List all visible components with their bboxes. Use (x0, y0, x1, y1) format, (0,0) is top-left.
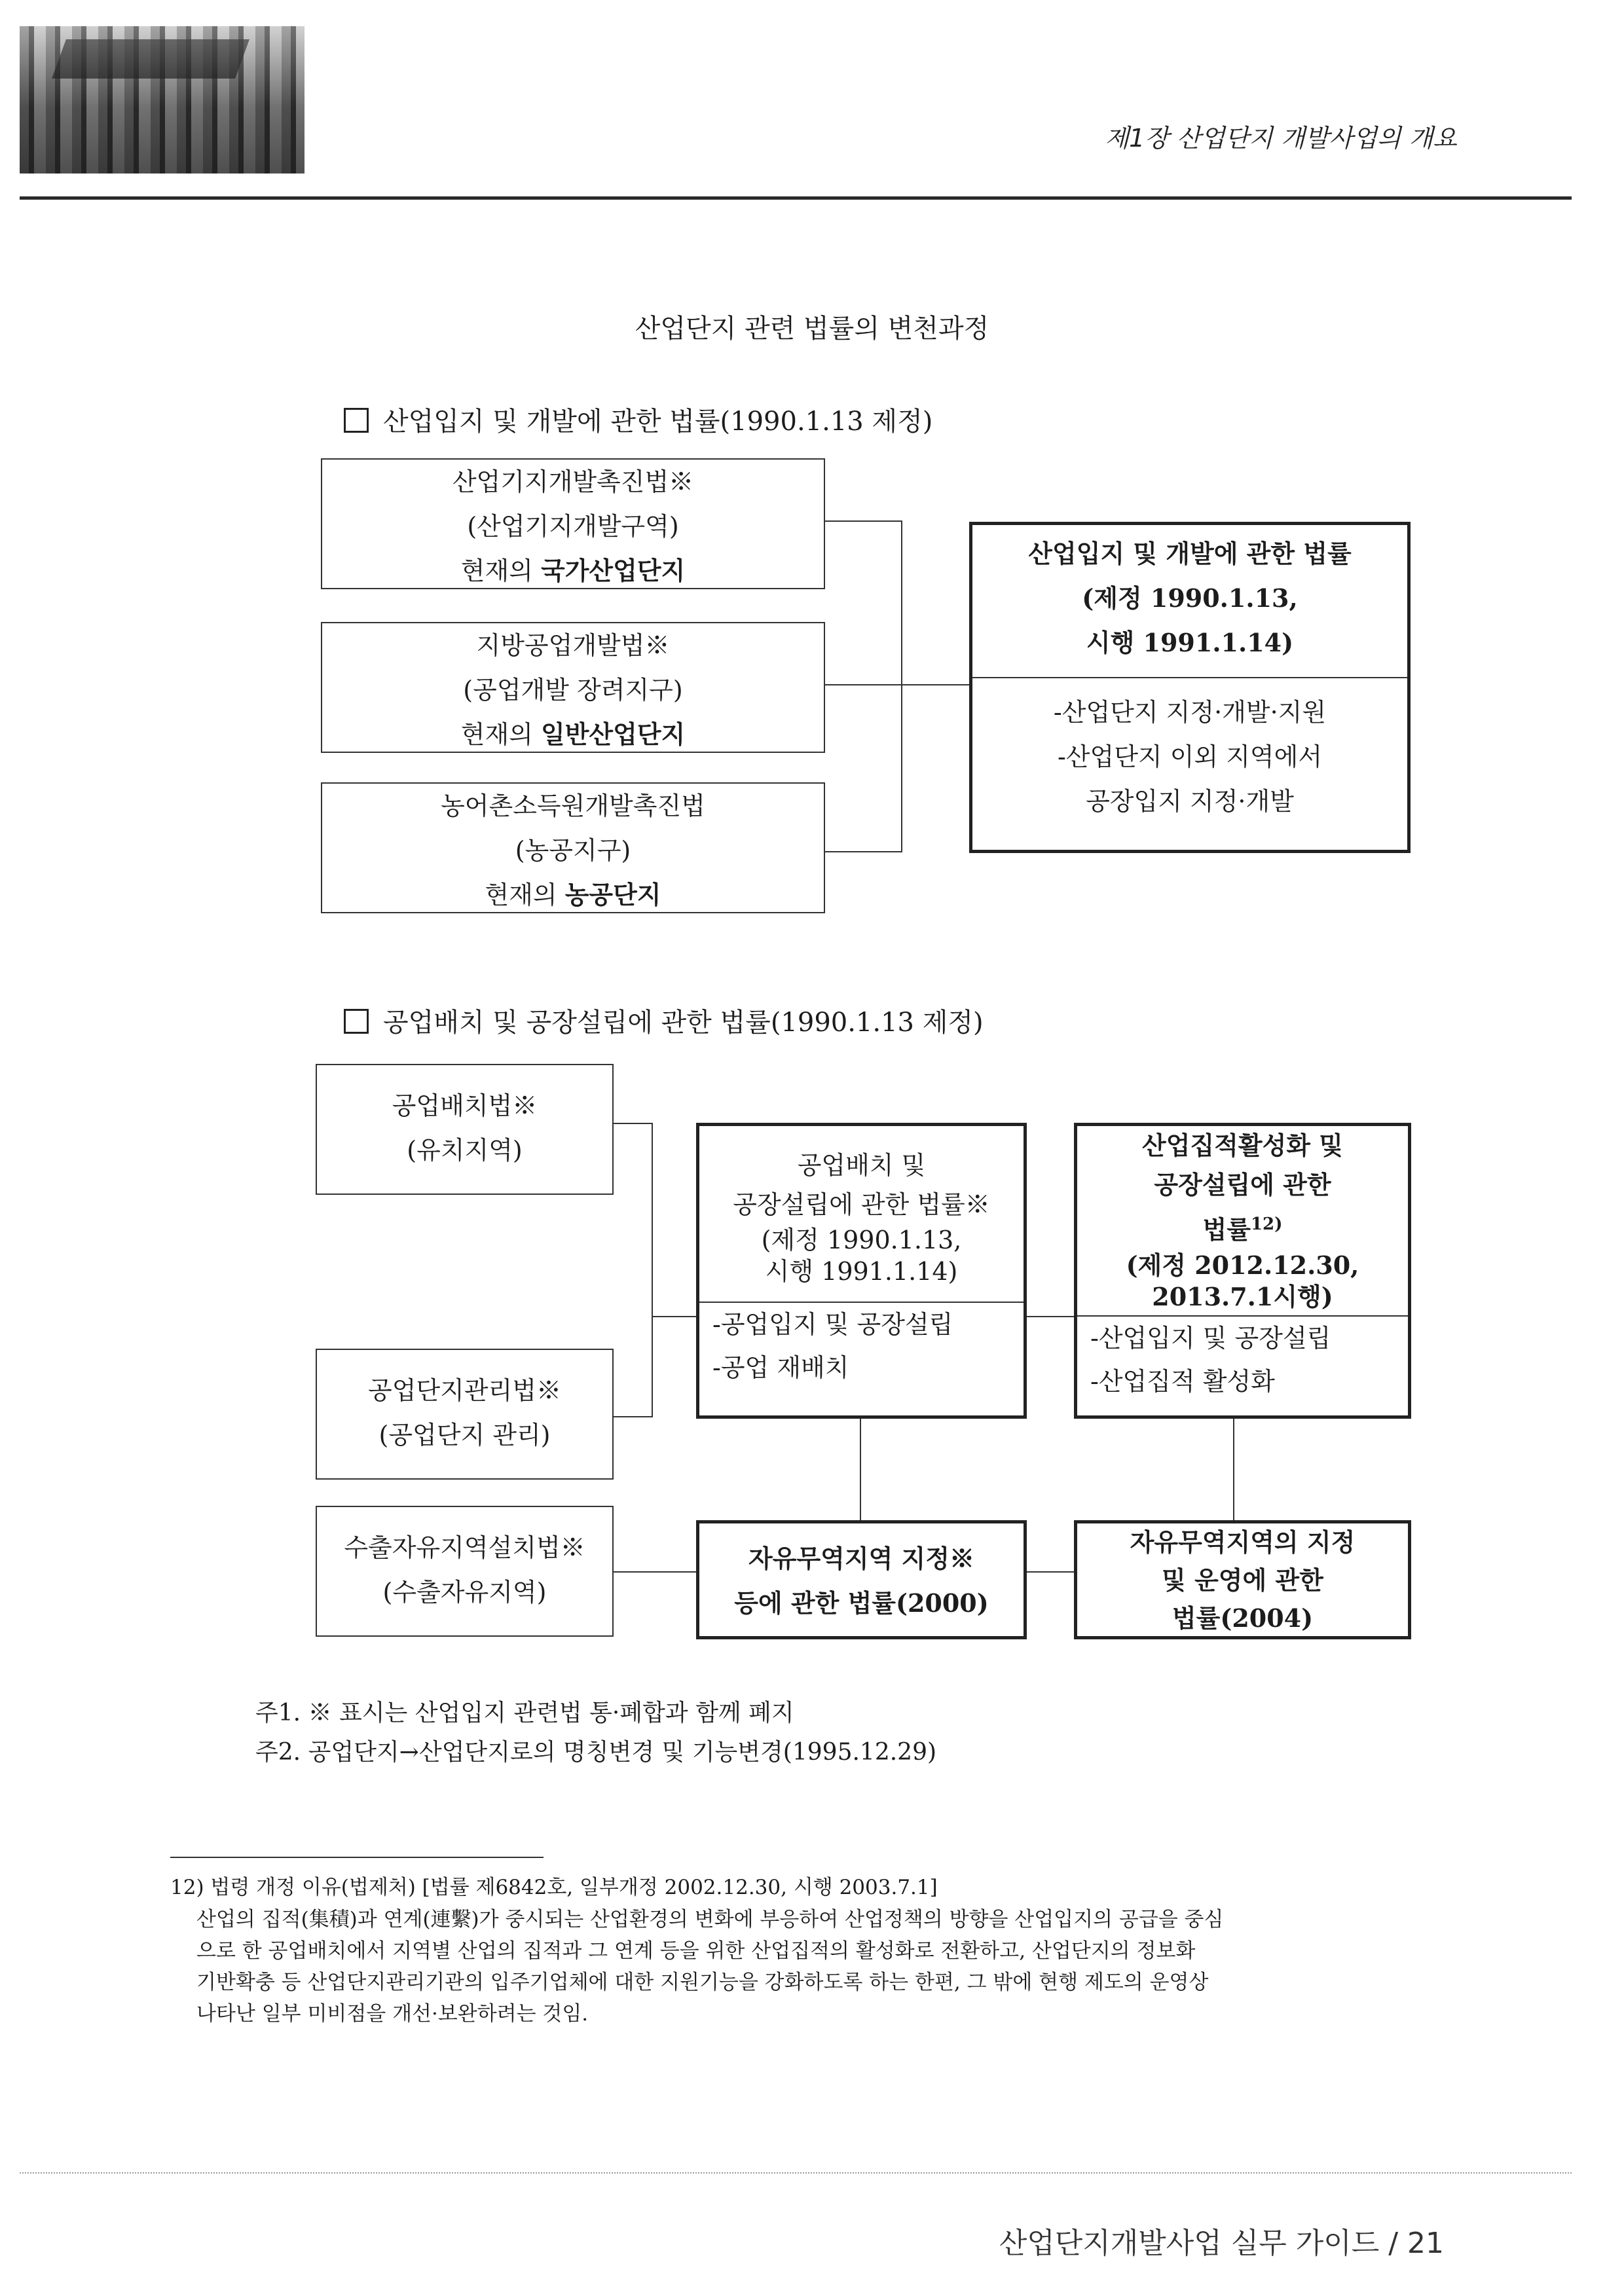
bottom-rule (20, 2172, 1572, 2174)
s2-source-box-1: 공업배치법※ (유치지역) (316, 1064, 614, 1195)
s1-source-box-1: 산업기지개발촉진법※ (산업기지개발구역) 현재의 국가산업단지 (321, 458, 825, 589)
section2-title: 공업배치 및 공장설립에 관한 법률(1990.1.13 제정) (344, 1002, 984, 1039)
s2-mid-box: 공업배치 및 공장설립에 관한 법률※ (제정 1990.1.13, 시행 1991.1.14) -공업입지 및 공장설립 -공업 재배치 (696, 1123, 1027, 1419)
connector (614, 1416, 653, 1417)
s2-free-trade-new-box: 자유무역지역의 지정 및 운영에 관한 법률(2004) (1074, 1520, 1411, 1639)
connector (652, 1123, 653, 1417)
footnote-head: 12) 법령 개정 이유(법제처) [법률 제6842호, 일부개정 2002.12.30, 시행 2003.7.1] (170, 1876, 938, 1899)
connector (860, 1417, 861, 1522)
s2-free-trade-box: 자유무역지역 지정※ 등에 관한 법률(2000) (696, 1520, 1027, 1639)
s2-source-box-2: 공업단지관리법※ (공업단지 관리) (316, 1349, 614, 1480)
section1-title: 산업입지 및 개발에 관한 법률(1990.1.13 제정) (344, 401, 932, 438)
s2-source-box-3: 수출자유지역설치법※ (수출자유지역) (316, 1506, 614, 1637)
header-rule (20, 196, 1572, 200)
s2-right-box: 산업집적활성화 및 공장설립에 관한 법률$^{12)}$ (제정 2012.12.30, 2013.7.1시행) -산업입지 및 공장설립 -산업집적 활성화 (1074, 1123, 1411, 1419)
s1-result-box: 산업입지 및 개발에 관한 법률 (제정 1990.1.13, 시행 1991.1.14) -산업단지 지정·개발·지원 -산업단지 이외 지역에서 공장입지 지정·개발 (969, 522, 1411, 853)
footnote-rule (170, 1857, 544, 1858)
page-footer: 산업단지개발사업 실무 가이드 / 21 (999, 2227, 1444, 2260)
chapter-title: 제1장 산업단지 개발사업의 개요 (1105, 124, 1457, 153)
connector (614, 1571, 699, 1573)
connector (1024, 1571, 1076, 1573)
note-2: 주2. 공업단지→산업단지로의 명칭변경 및 기능변경(1995.12.29) (255, 1739, 937, 1766)
note-1: 주1. ※ 표시는 산업입지 관련법 통·폐합과 함께 폐지 (255, 1700, 794, 1726)
footnote-body: 산업의 집적(集積)과 연계(連繫)가 중시되는 산업환경의 변화에 부응하여 산업정책의 방향을 산업입지의 공급을 중심 으로 한 공업배치에서 지역별 산업의 집적과 그 연계 등을 위한 산업집적의 활성화로 전환하고, 산업단지의 정보화 기반확충 등 산업단지관리기관의 입주기업체에 대한 지원기능을 강화하도록 하는 한편, 그 밖에 현행 제도의 운영상 나타난 일부 미비점을 개선·보완하려는 것임. (196, 1908, 1224, 2026)
s1-source-box-3: 농어촌소득원개발촉진법 (농공지구) 현재의 농공단지 (321, 782, 825, 913)
connector (614, 1123, 653, 1124)
connector (901, 684, 972, 685)
connector (1233, 1417, 1234, 1522)
page-title: 산업단지 관련 법률의 변천과정 (635, 314, 989, 344)
s1-source-box-2: 지방공업개발법※ (공업개발 장려지구) 현재의 일반산업단지 (321, 622, 825, 753)
header-photo (20, 26, 304, 173)
connector (825, 684, 902, 685)
connector (825, 520, 902, 522)
connector (901, 520, 902, 852)
connector (825, 851, 902, 852)
checkbox-icon (344, 408, 369, 433)
checkbox-icon (344, 1009, 369, 1034)
